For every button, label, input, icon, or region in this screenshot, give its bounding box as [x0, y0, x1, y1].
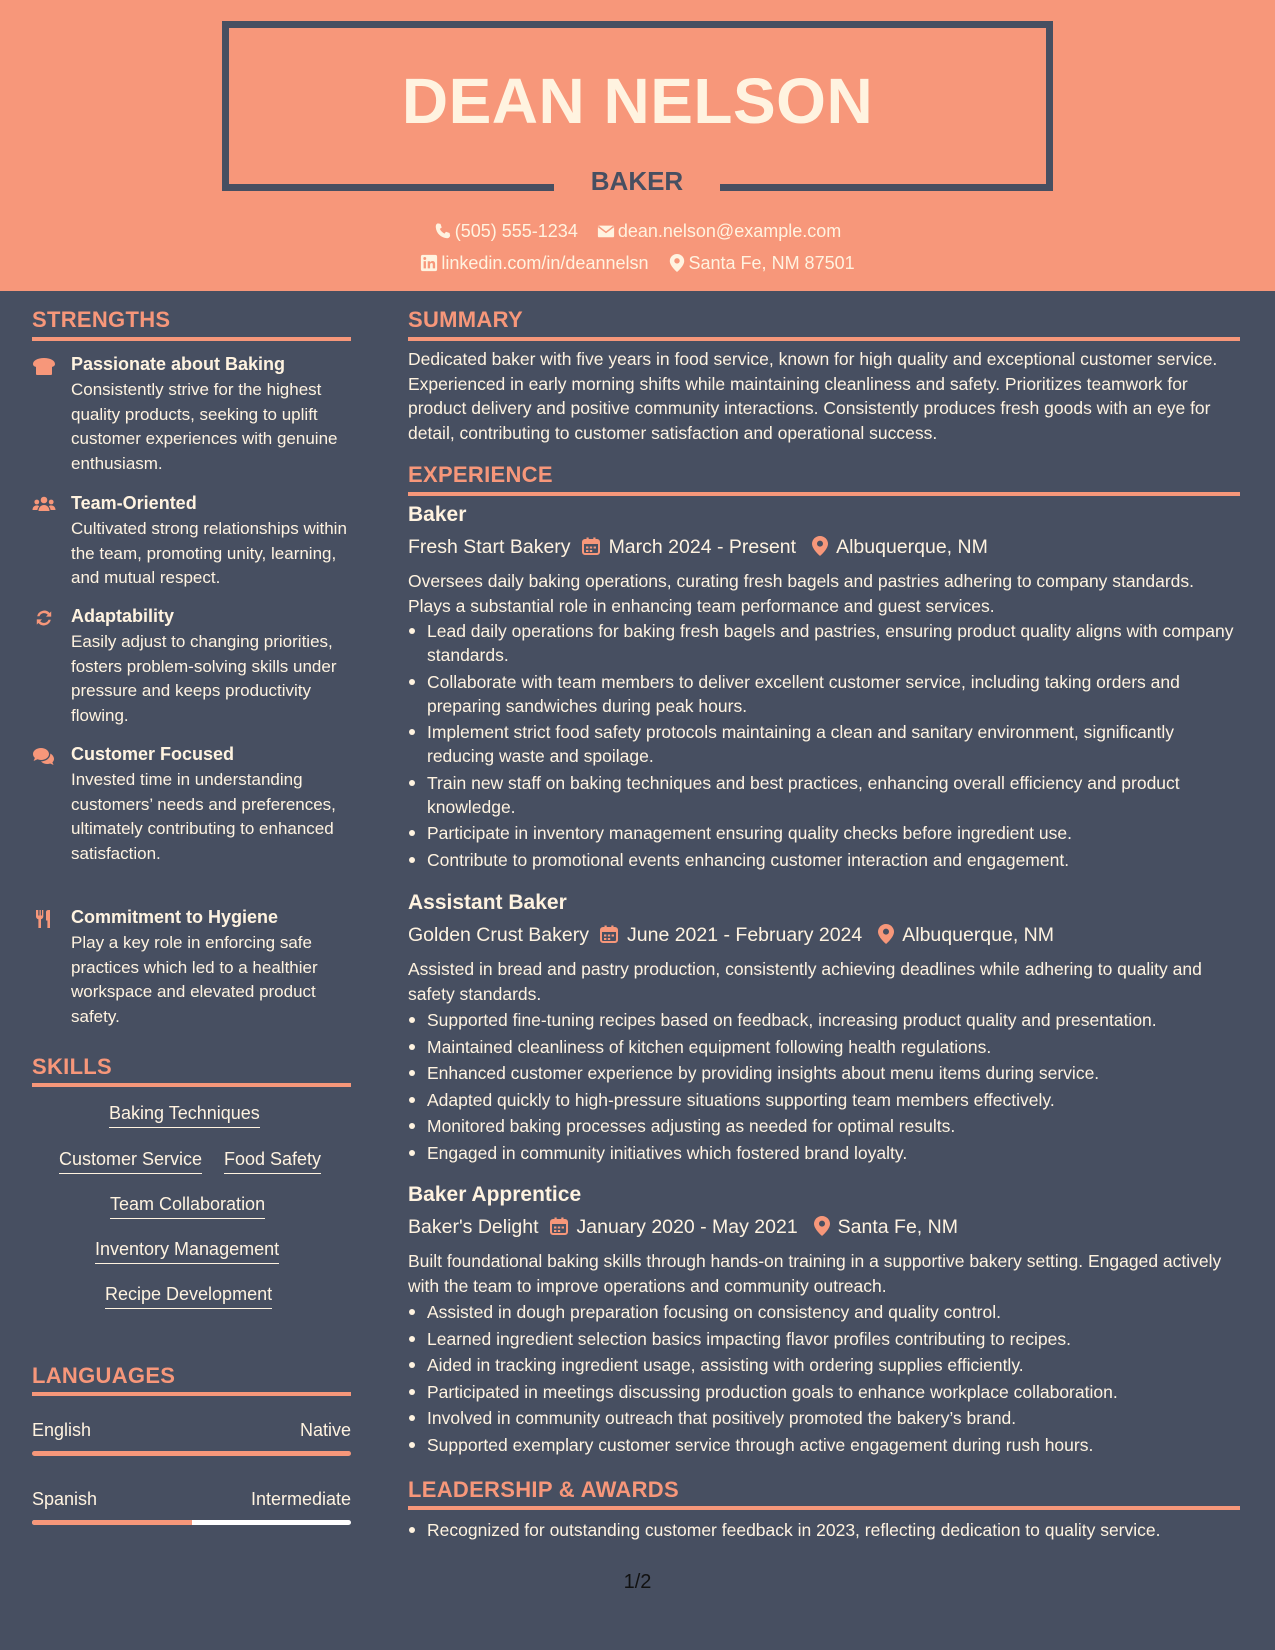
strength-desc: Easily adjust to changing priorities, fosters problem-solving skills under pressure and keeps productivity flowing. [71, 632, 337, 725]
strengths-rule [32, 337, 351, 341]
language-name: Spanish [32, 1489, 98, 1509]
skills-rule [32, 1083, 351, 1087]
job-title: Baker [408, 503, 467, 526]
map-marker-icon [814, 1216, 830, 1236]
list-item: Train new staff on baking techniques and best practices, enhancing overall efficiency and product knowledge. [408, 771, 1240, 819]
utensils-icon [32, 909, 56, 929]
strength-desc: Invested time in understanding customers’ needs and preferences, ultimately contributing to enhanced satisfaction. [71, 770, 336, 863]
candidate-name: DEAN NELSON [401, 65, 874, 137]
summary-text: Dedicated baker with five years in food service, known for high quality and exceptional customer service. Experienced in early morning shifts while maintaining cleanliness and safety. Prioritizes teamwork for product delivery and positive community interactions. Consistently produces fresh goods with an eye for detail, contributing to customer satisfaction and operational success. [408, 349, 1218, 443]
calendar-icon [599, 924, 619, 944]
language-bar [32, 1451, 351, 1456]
users-icon [32, 495, 56, 515]
list-item: Involved in community outreach that positively promoted the bakery’s brand. [408, 1406, 1240, 1430]
summary-rule [408, 337, 1240, 341]
strength-desc: Consistently strive for the highest quality products, seeking to uplift customer experiences with genuine enthusiasm. [71, 380, 338, 473]
contact-row-1 [0, 221, 1275, 242]
list-item: Monitored baking processes adjusting as needed for optimal results. [408, 1114, 1240, 1138]
contact-row-2 [0, 253, 1275, 274]
list-item: Supported fine-tuning recipes based on feedback, increasing product quality and presentation. [408, 1008, 1240, 1032]
strength-title: Adaptability [71, 606, 175, 626]
leadership-bullets [408, 1518, 1240, 1545]
job-location: Santa Fe, NM [837, 1216, 958, 1238]
list-item: Adapted quickly to high-pressure situations supporting team members effectively. [408, 1088, 1240, 1112]
sync-icon [32, 608, 56, 628]
strength-title: Team-Oriented [71, 493, 197, 513]
strength-desc: Play a key role in enforcing safe practices which led to a healthier workspace and elevated product safety. [71, 933, 318, 1026]
linkedin-icon [420, 254, 438, 272]
list-item: Maintained cleanliness of kitchen equipment following health regulations. [408, 1035, 1240, 1059]
languages-rule [32, 1392, 351, 1396]
job-location: Albuquerque, NM [836, 536, 988, 558]
strengths-heading: STRENGTHS [32, 307, 171, 332]
list-item: Participate in inventory management ensuring quality checks before ingredient use. [408, 821, 1240, 845]
job-title: Baker Apprentice [408, 1183, 582, 1206]
list-item: Aided in tracking ingredient usage, assisting with ordering supplies efficiently. [408, 1353, 1240, 1377]
skill-tag: Recipe Development [105, 1284, 272, 1309]
list-item: Contribute to promotional events enhancing customer interaction and engagement. [408, 848, 1240, 872]
language-level: Intermediate [250, 1489, 351, 1509]
language-bar-fill [32, 1520, 192, 1525]
comments-icon [32, 746, 56, 766]
job-company: Fresh Start Bakery [408, 536, 571, 558]
skill-tag: Food Safety [224, 1149, 321, 1174]
job-meta [408, 924, 1054, 947]
email-item[interactable] [597, 221, 841, 242]
linkedin-item[interactable] [420, 253, 648, 274]
job-dates: January 2020 - May 2021 [576, 1216, 798, 1238]
language-bar [32, 1520, 351, 1525]
job-dates: June 2021 - February 2024 [627, 924, 863, 946]
phone-item[interactable] [434, 221, 578, 242]
list-item: Enhanced customer experience by providing insights about menu items during service. [408, 1061, 1240, 1085]
job-meta [408, 1216, 958, 1239]
leadership-heading: LEADERSHIP & AWARDS [408, 1477, 679, 1502]
language-level: Native [299, 1420, 351, 1440]
bread-icon [32, 356, 56, 376]
calendar-icon [549, 1216, 569, 1236]
job-meta [408, 536, 988, 559]
leadership-rule [408, 1506, 1240, 1510]
list-item: Learned ingredient selection basics impacting flavor profiles contributing to recipes. [408, 1327, 1240, 1351]
phone-icon [434, 222, 452, 240]
map-marker-icon [668, 254, 686, 272]
languages-heading: LANGUAGES [32, 1363, 176, 1388]
linkedin-text: linkedin.com/in/deannelsn [441, 253, 649, 273]
skill-tag: Team Collaboration [110, 1194, 265, 1219]
strength-title: Passionate about Baking [71, 354, 286, 374]
job-location: Albuquerque, NM [902, 924, 1055, 946]
resume-header [0, 0, 1275, 291]
job-bullets [408, 1008, 1240, 1167]
list-item: Participated in meetings discussing production goals to enhance workplace collaboration. [408, 1380, 1240, 1404]
list-item: Recognized for outstanding customer feedback in 2023, reflecting dedication to quality service. [408, 1518, 1240, 1542]
job-description: Oversees daily baking operations, curating fresh bagels and pastries adhering to company standards. Plays a substantial role in enhancing team performance and guest services. [408, 571, 1195, 616]
skill-tag: Customer Service [59, 1149, 202, 1174]
location-item [668, 253, 855, 274]
list-item: Implement strict food safety protocols maintaining a clean and sanitary environment, significantly reducing waste and spoilage. [408, 720, 1240, 768]
language-bar-fill [32, 1451, 351, 1456]
calendar-icon [581, 536, 601, 556]
job-dates: March 2024 - Present [608, 536, 797, 558]
map-marker-icon [812, 536, 828, 556]
language-name: English [32, 1420, 92, 1440]
strength-title: Customer Focused [71, 744, 235, 764]
strength-desc: Cultivated strong relationships within the team, promoting unity, learning, and mutual respect. [71, 519, 347, 587]
experience-heading: EXPERIENCE [408, 462, 553, 487]
job-description: Built foundational baking skills through hands-on training in a supportive bakery setting. Engaged actively with the team to improve operations and community outreach. [408, 1251, 1222, 1296]
strength-title: Commitment to Hygiene [71, 907, 279, 927]
experience-rule [408, 492, 1240, 496]
list-item: Lead daily operations for baking fresh bagels and pastries, ensuring product quality aligns with company standards. [408, 619, 1240, 667]
skills-heading: SKILLS [32, 1054, 113, 1079]
list-item: Supported exemplary customer service through active engagement during rush hours. [408, 1433, 1240, 1457]
skill-tag: Baking Techniques [109, 1103, 260, 1128]
job-description: Assisted in bread and pastry production, consistently achieving deadlines while adhering to quality and safety standards. [408, 959, 1202, 1004]
envelope-icon [597, 222, 615, 240]
job-bullets [408, 619, 1240, 874]
skill-tag: Inventory Management [95, 1239, 279, 1264]
page-number: 1/2 [623, 1571, 652, 1593]
location-text: Santa Fe, NM 87501 [688, 253, 855, 273]
map-marker-icon [878, 924, 894, 944]
job-company: Golden Crust Bakery [408, 924, 589, 946]
list-item: Collaborate with team members to deliver excellent customer service, including taking orders and preparing sandwiches during peak hours. [408, 670, 1240, 718]
job-title: Assistant Baker [408, 891, 567, 914]
job-bullets [408, 1300, 1240, 1459]
phone-text: (505) 555-1234 [454, 221, 578, 241]
email-text: dean.nelson@example.com [617, 221, 842, 241]
candidate-role: BAKER [590, 166, 684, 196]
list-item: Assisted in dough preparation focusing on consistency and quality control. [408, 1300, 1240, 1324]
list-item: Engaged in community initiatives which fostered brand loyalty. [408, 1141, 1240, 1165]
summary-heading: SUMMARY [408, 307, 523, 332]
job-company: Baker's Delight [408, 1216, 539, 1238]
